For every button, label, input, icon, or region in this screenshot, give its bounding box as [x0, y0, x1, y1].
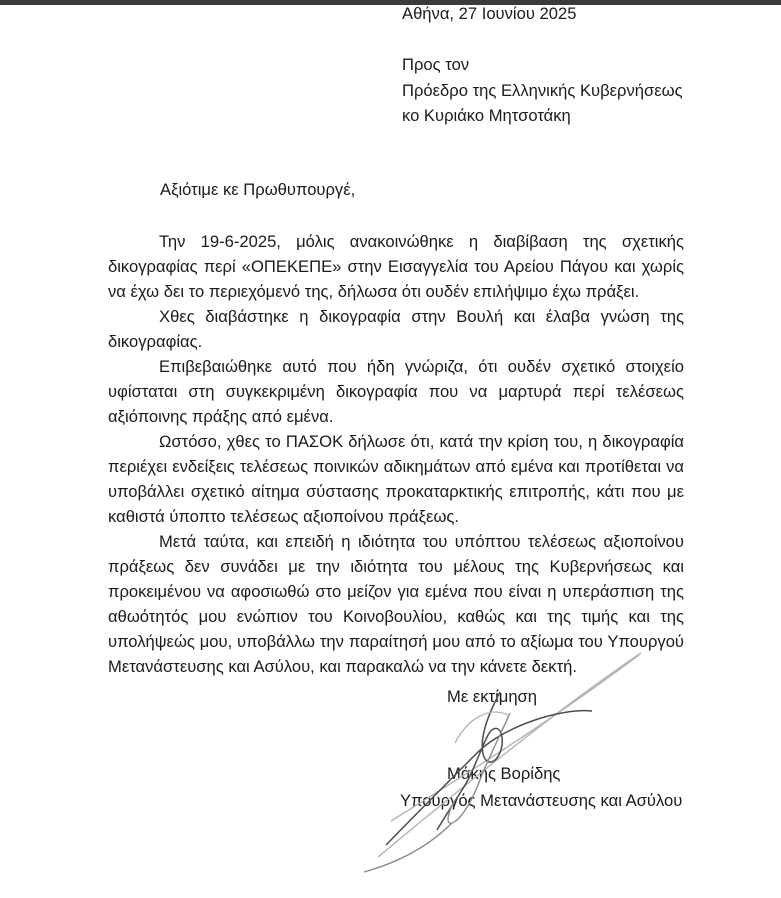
paragraph-3: Επιβεβαιώθηκε αυτό που ήδη γνώριζα, ότι ουδέν σχετικό στοιχείο υφίσταται στη συγκεκριμένη δικογραφία που να μαρτυρά περί τελέσεως αξιόποινης πράξης από εμένα. [108, 357, 684, 426]
signatory-name: Μάκης Βορίδης [447, 764, 561, 783]
recipient-line-office: Πρόεδρο της Ελληνικής Κυβερνήσεως [402, 80, 683, 100]
letter-date: Αθήνα, 27 Ιουνίου 2025 [402, 4, 577, 23]
letter-body [108, 229, 684, 679]
paragraph-4: Ωστόσο, χθες το ΠΑΣΟΚ δήλωσε ότι, κατά την κρίση του, η δικογραφία περιέχει ενδείξεις τελέσεως ποινικών αδικημάτων από εμένα και προτίθεται να υποβάλλει σχετικό αίτημα σύστασης προκαταρκτικής επιτροπής, κάτι που με καθιστά ύποπτο τελέσεως αξιοποίνου πράξεως. [108, 432, 684, 526]
salutation: Αξιότιμε κε Πρωθυπουργέ, [160, 180, 356, 199]
paragraph-1: Την 19-6-2025, μόλις ανακοινώθηκε η διαβίβαση της σχετικής δικογραφίας περί «ΟΠΕΚΕΠΕ» στην Εισαγγελία του Αρείου Πάγου και χωρίς να έχω δει το περιεχόμενό της, δήλωσα ότι ουδέν επιλήψιμο έχω πράξει. [108, 232, 684, 301]
paragraph-5: Μετά ταύτα, και επειδή η ιδιότητα του υπόπτου τελέσεως αξιοποίνου πράξεως δεν συνάδει με την ιδιότητα του μέλους της Κυβερνήσεως και προκειμένου να αφοσιωθώ στο μείζον για εμένα που είναι η υπεράσπιση της αθωότητός μου ενώπιον του Κοινοβουλίου, καθώς και της τιμής και της υπολήψεώς μου, υποβάλλω την παραίτησή μου από το αξίωμα του Υπουργού Μετανάστευσης και Ασύλου, και παρακαλώ να την κάνετε δεκτή. [108, 532, 684, 676]
closing-phrase: Με εκτίμηση [447, 687, 538, 706]
recipient-block [402, 52, 683, 129]
recipient-line-to: Προς τον [402, 55, 470, 74]
paragraph-2: Χθες διαβάστηκε η δικογραφία στην Βουλή και έλαβα γνώση της δικογραφίας. [108, 307, 684, 351]
signatory-title: Υπουργός Μετανάστευσης και Ασύλου [400, 791, 683, 810]
recipient-line-name: κο Κυριάκο Μητσοτάκη [402, 106, 571, 125]
handwritten-signature-icon [355, 645, 650, 880]
scan-edge-bar [0, 0, 781, 5]
